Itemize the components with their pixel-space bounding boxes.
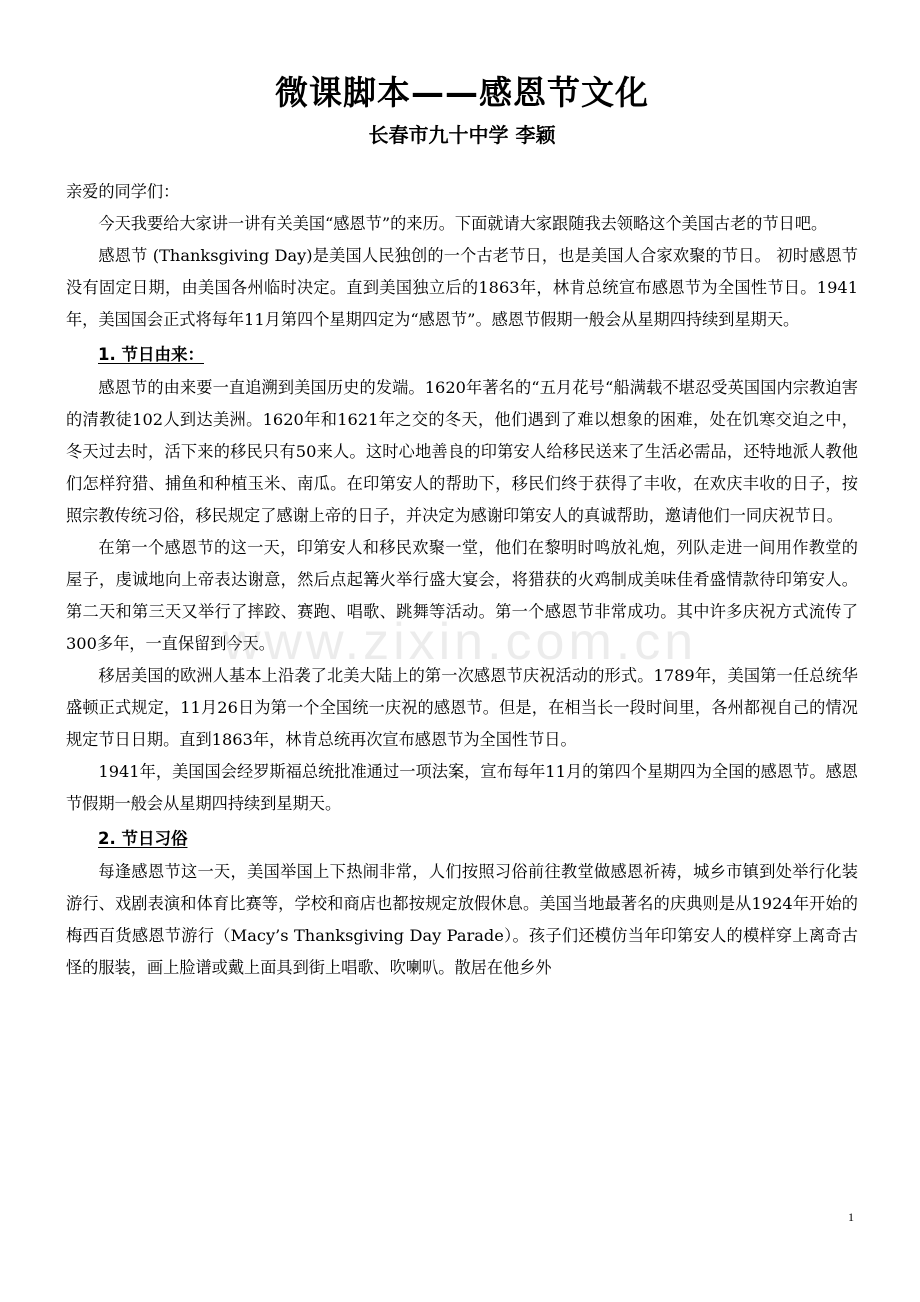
section-heading-origin-text: 1. 节日由来： — [98, 345, 204, 364]
customs-paragraph-1: 每逢感恩节这一天，美国举国上下热闹非常，人们按照习俗前往教堂做感恩祈祷，城乡市镇到处举行化装游行、戏剧表演和体育比赛等，学校和商店也都按规定放假休息。美国当地最著名的庆典则是从1924年开始的梅西百货感恩节游行（Macy’s Thanksgiving Day Parade）。孩子们还模仿当年印第安人的模样穿上离奇古怪的服装，画上脸谱或戴上面具到街上唱歌、吹喇叭。散居在他乡外 — [66, 862, 858, 977]
section-heading-origin — [66, 338, 858, 372]
document-title: 微课脚本——感恩节文化 — [275, 73, 649, 112]
document-body — [66, 176, 858, 984]
intro-paragraph-1: 今天我要给大家讲一讲有关美国“感恩节”的来历。下面就请大家跟随我去领略这个美国古老的节日吧。 — [98, 214, 828, 233]
document-author: 长春市九十中学 李颖 — [368, 123, 556, 147]
origin-paragraph-2: 在第一个感恩节的这一天，印第安人和移民欢聚一堂，他们在黎明时鸣放礼炮，列队走进一间用作教堂的屋子，虔诚地向上帝表达谢意，然后点起篝火举行盛大宴会，将猎获的火鸡制成美味佳肴盛情款待印第安人。第二天和第三天又举行了摔跤、赛跑、唱歌、跳舞等活动。第一个感恩节非常成功。其中许多庆祝方式流传了300多年，一直保留到今天。 — [66, 538, 858, 653]
section-heading-customs — [66, 822, 858, 856]
origin-paragraph-1: 感恩节的由来要一直追溯到美国历史的发端。1620年著名的“五月花号“船满载不堪忍受英国国内宗教迫害的清教徒102人到达美洲。1620年和1621年之交的冬天，他们遇到了难以想象的困难，处在饥寒交迫之中，冬天过去时，活下来的移民只有50来人。这时心地善良的印第安人给移民送来了生活必需品，还特地派人教他们怎样狩猎、捕鱼和种植玉米、南瓜。在印第安人的帮助下，移民们终于获得了丰收，在欢庆丰收的日子，按照宗教传统习俗，移民规定了感谢上帝的日子，并决定为感谢印第安人的真诚帮助，邀请他们一同庆祝节日。 — [66, 378, 858, 525]
page-number: 1 — [848, 1210, 854, 1224]
origin-paragraph-4: 1941年，美国国会经罗斯福总统批准通过一项法案，宣布每年11月的第四个星期四为全国的感恩节。感恩节假期一般会从星期四持续到星期天。 — [66, 762, 858, 813]
greeting: 亲爱的同学们： — [66, 182, 180, 201]
intro-paragraph-2: 感恩节 (Thanksgiving Day)是美国人民独创的一个古老节日，也是美国人合家欢聚的节日。 初时感恩节没有固定日期，由美国各州临时决定。直到美国独立后的1863年，林肯总统宣布感恩节为全国性节日。1941年，美国国会正式将每年11月第四个星期四定为“感恩节”。感恩节假期一般会从星期四持续到星期天。 — [66, 246, 858, 329]
origin-paragraph-3: 移居美国的欧洲人基本上沿袭了北美大陆上的第一次感恩节庆祝活动的形式。1789年，美国第一任总统华盛顿正式规定，11月26日为第一个全国统一庆祝的感恩节。但是，在相当长一段时间里，各州都视自己的情况规定节日日期。直到1863年，林肯总统再次宣布感恩节为全国性节日。 — [66, 666, 858, 749]
watermark: www.zixin.com.cn — [222, 613, 698, 671]
section-heading-customs-text: 2. 节日习俗 — [98, 829, 188, 848]
